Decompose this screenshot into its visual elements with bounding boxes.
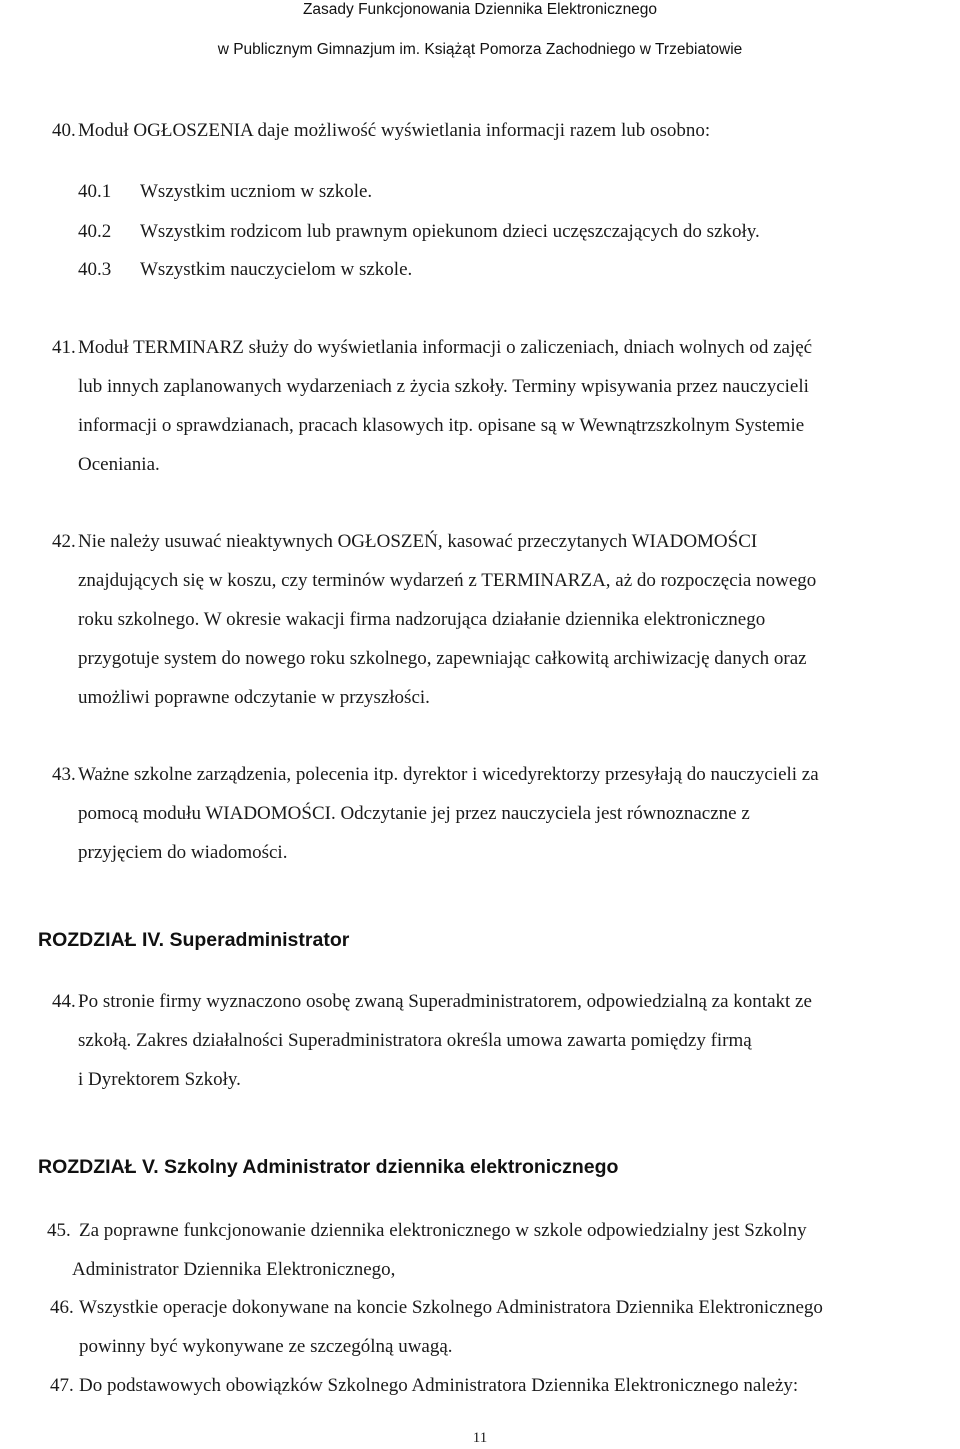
item-40-2-number: 40.2: [78, 221, 112, 242]
item-43-line-2: pomocą modułu WIADOMOŚCI. Odczytanie jej przez nauczyciela jest równoznaczne z: [78, 803, 750, 824]
item-43-line-1: Ważne szkolne zarządzenia, polecenia itp. dyrektor i wicedyrektorzy przesyłają do nauczycieli za: [78, 764, 819, 785]
item-44-line-2: szkołą. Zakres działalności Superadministratora określa umowa zawarta pomiędzy firmą: [78, 1030, 752, 1051]
item-41-line-3: informacji o sprawdzianach, pracach klasowych itp. opisane są w Wewnątrzszkolnym Systemie: [78, 415, 805, 436]
item-45-line-2: Administrator Dziennika Elektronicznego,: [72, 1259, 396, 1280]
item-46-number: 46.: [50, 1297, 74, 1318]
item-44-line-1: Po stronie firmy wyznaczono osobę zwaną Superadministratorem, odpowiedzialną za kontakt ze: [78, 991, 812, 1012]
item-40-1-text: Wszystkim uczniom w szkole.: [140, 181, 373, 202]
item-41-number: 41.: [52, 337, 76, 358]
item-47-number: 47.: [50, 1375, 74, 1396]
item-42-line-5: umożliwi poprawne odczytanie w przyszłości.: [78, 687, 430, 708]
header-subtitle: w Publicznym Gimnazjum im. Książąt Pomorza Zachodniego w Trzebiatowie: [217, 41, 743, 58]
item-43-number: 43.: [52, 764, 76, 785]
item-40-3-text: Wszystkim nauczycielom w szkole.: [140, 259, 413, 280]
chapter-4-heading: ROZDZIAŁ IV. Superadministrator: [38, 929, 350, 951]
item-46-line-2: powinny być wykonywane ze szczególną uwagą.: [79, 1336, 453, 1357]
item-41-line-1: Moduł TERMINARZ służy do wyświetlania informacji o zaliczeniach, dniach wolnych od zajęć: [78, 337, 813, 358]
item-43-line-3: przyjęciem do wiadomości.: [78, 842, 288, 863]
item-42-number: 42.: [52, 531, 76, 552]
item-40-2-text: Wszystkim rodzicom lub prawnym opiekunom dzieci uczęszczających do szkoły.: [140, 221, 760, 242]
item-42-line-3: roku szkolnego. W okresie wakacji firma nadzorująca działanie dziennika elektronicznego: [78, 609, 766, 630]
item-40-3-number: 40.3: [78, 259, 112, 280]
item-41-line-4: Oceniania.: [78, 454, 160, 475]
item-40-1-number: 40.1: [78, 181, 112, 202]
item-42-line-1: Nie należy usuwać nieaktywnych OGŁOSZEŃ, kasować przeczytanych WIADOMOŚCI: [78, 531, 758, 552]
item-46-line-1: Wszystkie operacje dokonywane na koncie Szkolnego Administratora Dziennika Elektronicznego: [79, 1297, 823, 1318]
page-number: 11: [472, 1430, 488, 1446]
header-title: Zasady Funkcjonowania Dziennika Elektronicznego: [302, 1, 658, 18]
chapter-5-heading: ROZDZIAŁ V. Szkolny Administrator dziennika elektronicznego: [38, 1156, 619, 1178]
item-40-text: Moduł OGŁOSZENIA daje możliwość wyświetlania informacji razem lub osobno:: [78, 120, 711, 141]
item-41-line-2: lub innych zaplanowanych wydarzeniach z życia szkoły. Terminy wpisywania przez nauczycieli: [78, 376, 809, 397]
item-44-number: 44.: [52, 991, 76, 1012]
item-42-line-2: znajdujących się w koszu, czy terminów wydarzeń z TERMINARZA, aż do rozpoczęcia nowego: [78, 570, 817, 591]
item-45-number: 45.: [47, 1220, 71, 1241]
item-42-line-4: przygotuje system do nowego roku szkolnego, zapewniając całkowitą archiwizację danych oraz: [78, 648, 807, 669]
item-44-line-3: i Dyrektorem Szkoły.: [78, 1069, 241, 1090]
item-45-line-1: Za poprawne funkcjonowanie dziennika elektronicznego w szkole odpowiedzialny jest Szkolny: [79, 1220, 807, 1241]
item-47-line-1: Do podstawowych obowiązków Szkolnego Administratora Dziennika Elektronicznego należy:: [79, 1375, 799, 1396]
item-40-number: 40.: [52, 120, 76, 141]
